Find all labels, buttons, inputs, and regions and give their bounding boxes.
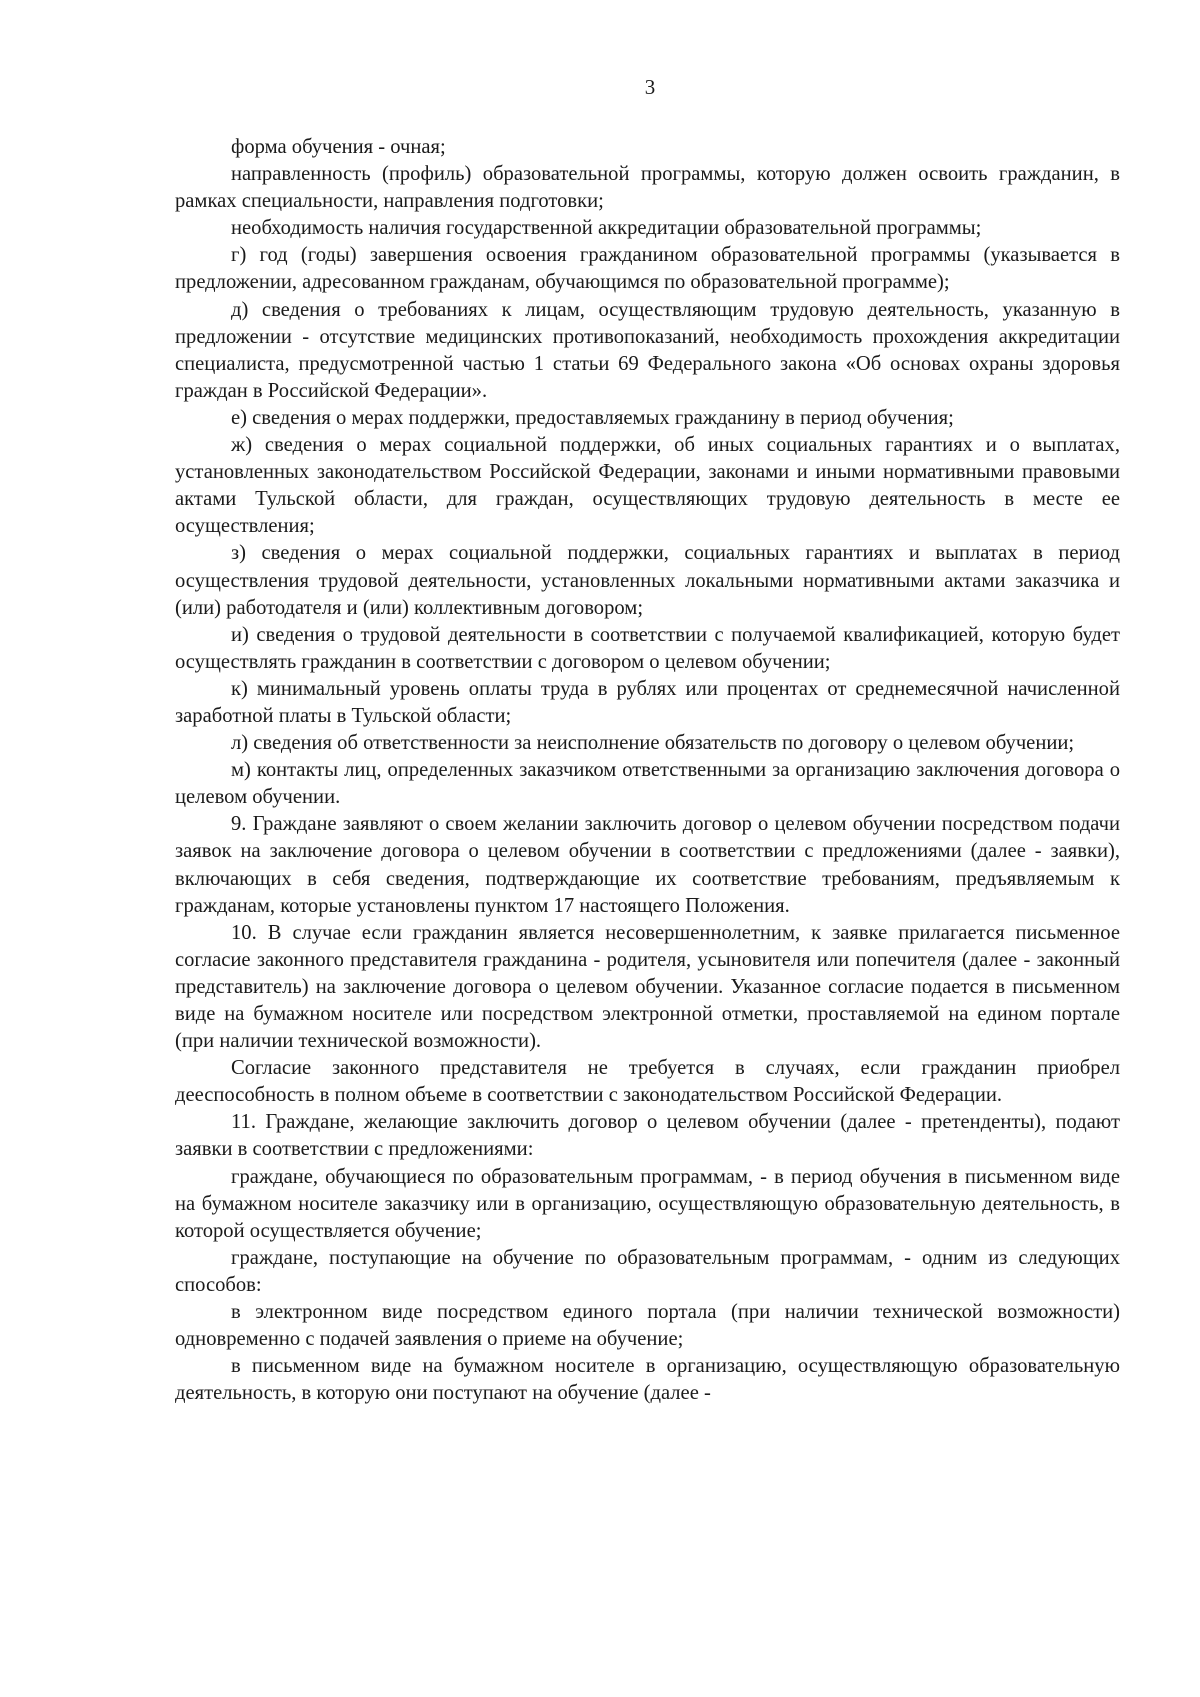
- paragraph: форма обучения - очная;: [231, 136, 446, 158]
- paragraph: м) контакты лиц, определенных заказчиком ответственными за организацию заключения договора о целевом обучении.: [175, 759, 1120, 809]
- document-body: [175, 134, 1120, 1407]
- paragraph: направленность (профиль) образовательной программы, которую должен освоить гражданин, в рамках специальности, направления подготовки;: [175, 163, 1120, 213]
- paragraph: граждане, поступающие на обучение по образовательным программам, - одним из следующих способов:: [175, 1246, 1120, 1296]
- paragraph: Согласие законного представителя не требуется в случаях, если гражданин приобрел дееспособность в полном объеме в соответствии с законодательством Российской Федерации.: [175, 1057, 1120, 1107]
- paragraph: 11. Граждане, желающие заключить договор о целевом обучении (далее - претенденты), подают заявки в соответствии с предложениями:: [175, 1111, 1120, 1161]
- paragraph: 10. В случае если гражданин является несовершеннолетним, к заявке прилагается письменное согласие законного представителя гражданина - родителя, усыновителя или попечителя (далее - законный представитель) на заключение договора о целевом обучении. Указанное согласие подается в письменном виде на бумажном носителе или посредством электронной отметки, проставляемой на едином портале (при наличии технической возможности).: [175, 921, 1120, 1053]
- paragraph: ж) сведения о мерах социальной поддержки, об иных социальных гарантиях и о выплатах, установленных законодательством Российской Федерации, законами и иными нормативными правовыми актами Тульской области, для граждан, осуществляющих трудовую деятельность в месте ее осуществления;: [175, 434, 1120, 538]
- paragraph: д) сведения о требованиях к лицам, осуществляющим трудовую деятельность, указанную в предложении - отсутствие медицинских противопоказаний, необходимость прохождения аккредитации специалиста, предусмотренной частью 1 статьи 69 Федерального закона «Об основах охраны здоровья граждан в Российской Федерации».: [175, 298, 1120, 402]
- paragraph: е) сведения о мерах поддержки, предоставляемых гражданину в период обучения;: [231, 406, 954, 429]
- paragraph: 9. Граждане заявляют о своем желании заключить договор о целевом обучении посредством подачи заявок на заключение договора о целевом обучении в соответствии с предложениями (далее - заявки), включающих в себя сведения, подтверждающие их соответствие требованиям, предъявляемым к гражданам, которые установлены пунктом 17 настоящего Положения.: [175, 813, 1120, 917]
- paragraph: к) минимальный уровень оплаты труда в рублях или процентах от среднемесячной начисленной заработной платы в Тульской области;: [175, 677, 1120, 727]
- page-number: 3: [644, 75, 656, 99]
- paragraph: з) сведения о мерах социальной поддержки, социальных гарантиях и выплатах в период осуществления трудовой деятельности, установленных локальными нормативными актами заказчика и (или) работодателя и (или) коллективным договором;: [175, 542, 1120, 619]
- paragraph: в электронном виде посредством единого портала (при наличии технической возможности) одновременно с подачей заявления о приеме на обучение;: [175, 1301, 1120, 1351]
- paragraph: граждане, обучающиеся по образовательным программам, - в период обучения в письменном виде на бумажном носителе заказчику или в организацию, осуществляющую образовательную деятельность, в которой осуществляется обучение;: [175, 1165, 1120, 1242]
- paragraph: и) сведения о трудовой деятельности в соответствии с получаемой квалификацией, которую будет осуществлять гражданин в соответствии с договором о целевом обучении;: [175, 623, 1120, 673]
- paragraph: л) сведения об ответственности за неисполнение обязательств по договору о целевом обучении;: [231, 732, 1075, 755]
- paragraph: необходимость наличия государственной аккредитации образовательной программы;: [231, 217, 982, 240]
- paragraph: в письменном виде на бумажном носителе в организацию, осуществляющую образовательную деятельность, в которую они поступают на обучение (далее -: [175, 1355, 1120, 1405]
- paragraph: г) год (годы) завершения освоения гражданином образовательной программы (указывается в предложении, адресованном гражданам, обучающимся по образовательной программе);: [175, 244, 1120, 294]
